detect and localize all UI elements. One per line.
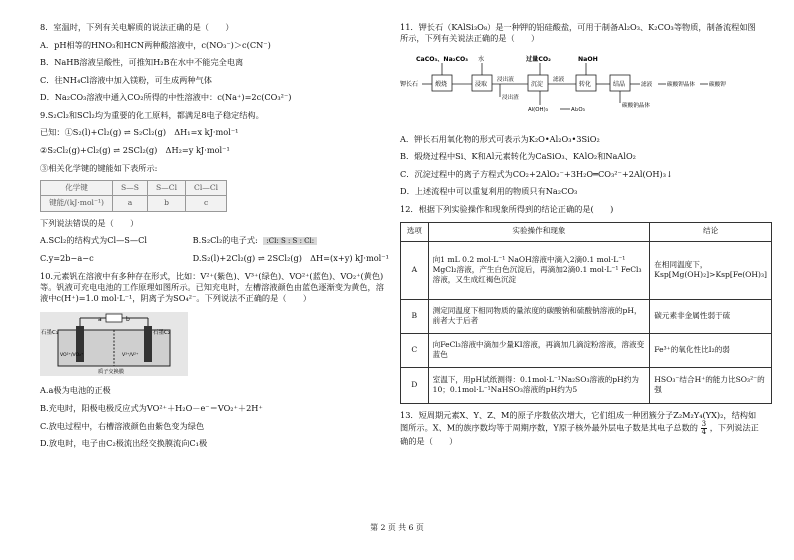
flow-reagent-3: 过量CO₂ — [526, 55, 551, 63]
q8-option-b: B．NaHB溶液呈酸性，可推知H₂B在水中不能完全电离 — [40, 57, 244, 68]
exp-row-d-key: D — [401, 367, 429, 403]
q12-stem: 12．根据下列实验操作和现象所得到的结论正确的是( ) — [400, 203, 614, 214]
right-column — [400, 22, 767, 453]
q10-stem: 10.元素钒在溶液中有多种存在形式，比如：V²⁺(紫色)、V³⁺(绿色)、VO²⁺(蓝色)、VO₂⁺(黄色)等。钒液可充电电池的工作原理如图所示。已知充电时，左槽溶液颜色由蓝色逐渐变为黄色，溶液中c(H⁺)=1.0 mol·L⁻¹，阴离子为SO₄²⁻。下列说法不正确的是（ ） — [40, 270, 384, 303]
step-precipitate: 沉淀 — [531, 80, 544, 88]
membrane-label: 质子交换膜 — [98, 369, 124, 376]
bond-header-0: 化学键 — [41, 181, 113, 196]
electrode-c2 — [144, 326, 152, 362]
flow-reagent-1: CaCO₃、Na₂CO₃ — [416, 55, 468, 63]
flow-k-product: 碳酸钾 — [709, 81, 726, 88]
q9-eq1: 已知：①S₂(l)+Cl₂(g) ⇌ S₂Cl₂(g) ΔH₁=x kJ·mol⁻¹ — [40, 127, 239, 138]
q9-eq2: ②S₂Cl₂(g)+Cl₂(g) ⇌ 2SCl₂(g) ΔH₂=y kJ·mol⁻¹ — [40, 144, 230, 155]
q8-stem: 8．室温时，下列有关电解质的说法正确的是（ ） — [40, 22, 234, 32]
exp-table-header — [401, 222, 772, 241]
top-right-label: b — [126, 316, 130, 324]
q9-ask: 下列说法错误的是（ ） — [40, 217, 139, 228]
q9-option-a: A.SCl₂的结构式为Cl—S—Cl — [40, 235, 147, 246]
question-10 — [40, 271, 392, 450]
q11-stem: 11．钾长石（KAlSi₃O₈）是一种钾的铝硅酸盐，可用于制备Al₂O₃、K₂CO₃等物质，制备流程如图所示，下列有关说法正确的是（ ） — [400, 22, 756, 44]
vanadium-battery-diagram — [40, 312, 188, 376]
exp-row-b-con: 碳元素非金属性弱于硫 — [650, 299, 772, 333]
exp-row-b-key: B — [401, 299, 429, 333]
flow-reagent-4: NaOH — [578, 55, 598, 63]
left-solution-label: VO²⁺/VO₂⁺ — [60, 353, 84, 359]
q13-fraction-num: 3 — [701, 419, 707, 428]
question-11 — [400, 22, 760, 197]
table-row — [401, 299, 772, 333]
exp-row-a-key: A — [401, 241, 429, 299]
q13-fraction — [701, 421, 707, 436]
q13-stem-part2: ，下列说法正确的是（ ） — [400, 422, 759, 446]
flow-start: 钾长石 — [400, 80, 419, 88]
q9-option-c: C.y=2b−a−c — [40, 253, 94, 264]
question-8 — [40, 22, 392, 103]
q8-option-c: C．往NH₄Cl溶液中加入镁粉，可生成两种气体 — [40, 74, 212, 85]
left-column — [40, 22, 392, 456]
exp-row-a-op: 向1 mL 0.2 mol·L⁻¹ NaOH溶液中滴入2滴0.1 mol·L⁻¹ MgCl₂溶液，产生白色沉淀后，再滴加2滴0.1 mol·L⁻¹ FeCl₃溶液，又生成红褐色沉淀 — [428, 241, 650, 299]
step-convert: 转化 — [579, 80, 592, 88]
q11-option-d: D．上述流程中可以重复利用的物质只有Na₂CO₃ — [400, 186, 578, 197]
q9-option-d: D.S₂(l)+2Cl₂(g) ⇌ 2SCl₂(g) ΔH=(x+y) kJ·mol⁻¹ — [192, 253, 389, 264]
bond-row-3: c — [186, 196, 227, 211]
bond-energy-table — [40, 180, 227, 212]
flow-aloh3: Al(OH)₃ — [528, 106, 548, 113]
flow-al2o3: Al₂O₃ — [571, 106, 585, 113]
top-left-label: a — [98, 316, 102, 324]
flow-reagent-2: 水 — [478, 55, 485, 63]
question-13 — [400, 410, 760, 447]
exp-row-b-op: 测定同温度下相同物质的量浓度的碳酸钠和硫酸钠溶液的pH，前者大于后者 — [428, 299, 650, 333]
exp-row-d-op: 室温下，用pH试纸测得：0.1mol·L⁻¹Na₂SO₃溶液的pH约为10；0.1mol·L⁻¹NaHSO₃溶液的pH约为5 — [428, 367, 650, 403]
question-9 — [40, 110, 392, 264]
q11-option-c: C．沉淀过程中的离子方程式为CO₂+2AlO₂⁻+3H₂O═CO₃²⁻+2Al(OH)₃↓ — [400, 168, 673, 179]
step-crystallize: 结晶 — [613, 80, 626, 88]
step-calcine: 煅烧 — [435, 80, 448, 88]
flow-filtrate: 滤液 — [553, 76, 565, 83]
exp-row-c-con: Fe³⁺的氧化性比I₂的弱 — [650, 333, 772, 367]
bond-row-1: a — [112, 196, 147, 211]
q9-options-ab — [40, 235, 392, 246]
exp-header-con: 结论 — [650, 222, 772, 241]
q10-option-c: C.放电过程中，右槽溶液颜色由紫色变为绿色 — [40, 420, 205, 431]
step-leach: 浸取 — [475, 80, 488, 88]
q13-stem — [400, 410, 760, 447]
q11-option-a: A．钾长石用氧化物的形式可表示为K₂O•Al₂O₃•3SiO₂ — [400, 133, 600, 144]
flow-mother-liquor: 滤液 — [641, 81, 653, 88]
exp-header-key: 选项 — [401, 222, 429, 241]
bond-row-2: b — [147, 196, 185, 211]
q10-option-d: D.放电时，电子由C₂极流出经交换膜流向C₁极 — [40, 438, 208, 449]
load-box — [106, 314, 122, 322]
q9-option-b: B.S₂Cl₂的电子式: — [192, 235, 258, 246]
question-12 — [400, 203, 767, 404]
exp-row-c-key: C — [401, 333, 429, 367]
table-row — [401, 367, 772, 403]
experiment-table — [400, 222, 772, 404]
exp-header-op: 实验操作和现象 — [428, 222, 650, 241]
q10-option-b: B.充电时，阳极电极反应式为VO²⁺＋H₂O－e⁻＝VO₂⁺＋2H⁺ — [40, 402, 263, 413]
q9-option-b-formula: :Cl: S : S : Cl: — [263, 237, 317, 245]
bond-header-2: S—Cl — [147, 181, 185, 196]
table-row — [401, 241, 772, 299]
flow-residue: 浸出渣 — [502, 94, 519, 101]
left-electrode-label: 石墨C₁ — [41, 330, 59, 337]
q13-fraction-den: 4 — [701, 427, 707, 436]
right-solution-label: V³⁺/V²⁺ — [122, 353, 139, 359]
flow-after-leach: 浸出液 — [497, 76, 514, 83]
flow-na-crystal: 碳酸钠晶体 — [622, 102, 650, 109]
q9-eq3: ③相关化学键的键能如下表所示: — [40, 162, 158, 173]
q11-option-b: B．煅烧过程中Si、K和Al元素转化为CaSiO₃、KAlO₂和NaAlO₂ — [400, 151, 636, 162]
q9-options-cd — [40, 253, 392, 264]
bond-row-0: 键能/(kJ·mol⁻¹) — [41, 196, 113, 211]
q10-option-a: A.a极为电池的正极 — [40, 385, 111, 396]
exp-row-a-con: 在相同温度下，Ksp[Mg(OH)₂]>Ksp[Fe(OH)₃] — [650, 241, 772, 299]
page-footer: 第 2 页 共 6 页 — [370, 523, 424, 532]
exp-row-d-con: HSO₃⁻结合H⁺的能力比SO₃²⁻的强 — [650, 367, 772, 403]
q9-stem: 9.S₂Cl₂和SCl₂均为重要的化工原料，都满足8电子稳定结构。 — [40, 109, 264, 120]
bond-header-1: S—S — [112, 181, 147, 196]
q8-option-a: A．pH相等的HNO₃和HCN两种酸溶液中，c(NO₃⁻)＞c(CN⁻) — [40, 39, 271, 50]
right-electrode-label: 石墨C₂ — [153, 330, 171, 337]
flow-k-crystal: 碳酸钾晶体 — [667, 81, 695, 88]
q13-stem-part1: 13．短周期元素X、Y、Z、M的原子序数依次增大，它们组成一种团簇分子Z₂M₂Y₄(YX)₂，结构如图所示。X、M的族序数均等于周期序数，Y原子核外最外层电子数是其电子总数的 — [400, 409, 757, 433]
exp-row-c-op: 向FeCl₃溶液中滴加少量KI溶液，再滴加几滴淀粉溶液，溶液变蓝色 — [428, 333, 650, 367]
bond-header-3: Cl—Cl — [186, 181, 227, 196]
table-row — [401, 333, 772, 367]
process-flow-diagram — [400, 53, 760, 127]
q8-option-d: D．Na₂CO₃溶液中通入CO₂所得的中性溶液中：c(Na⁺)=2c(CO₃²⁻) — [40, 92, 292, 103]
